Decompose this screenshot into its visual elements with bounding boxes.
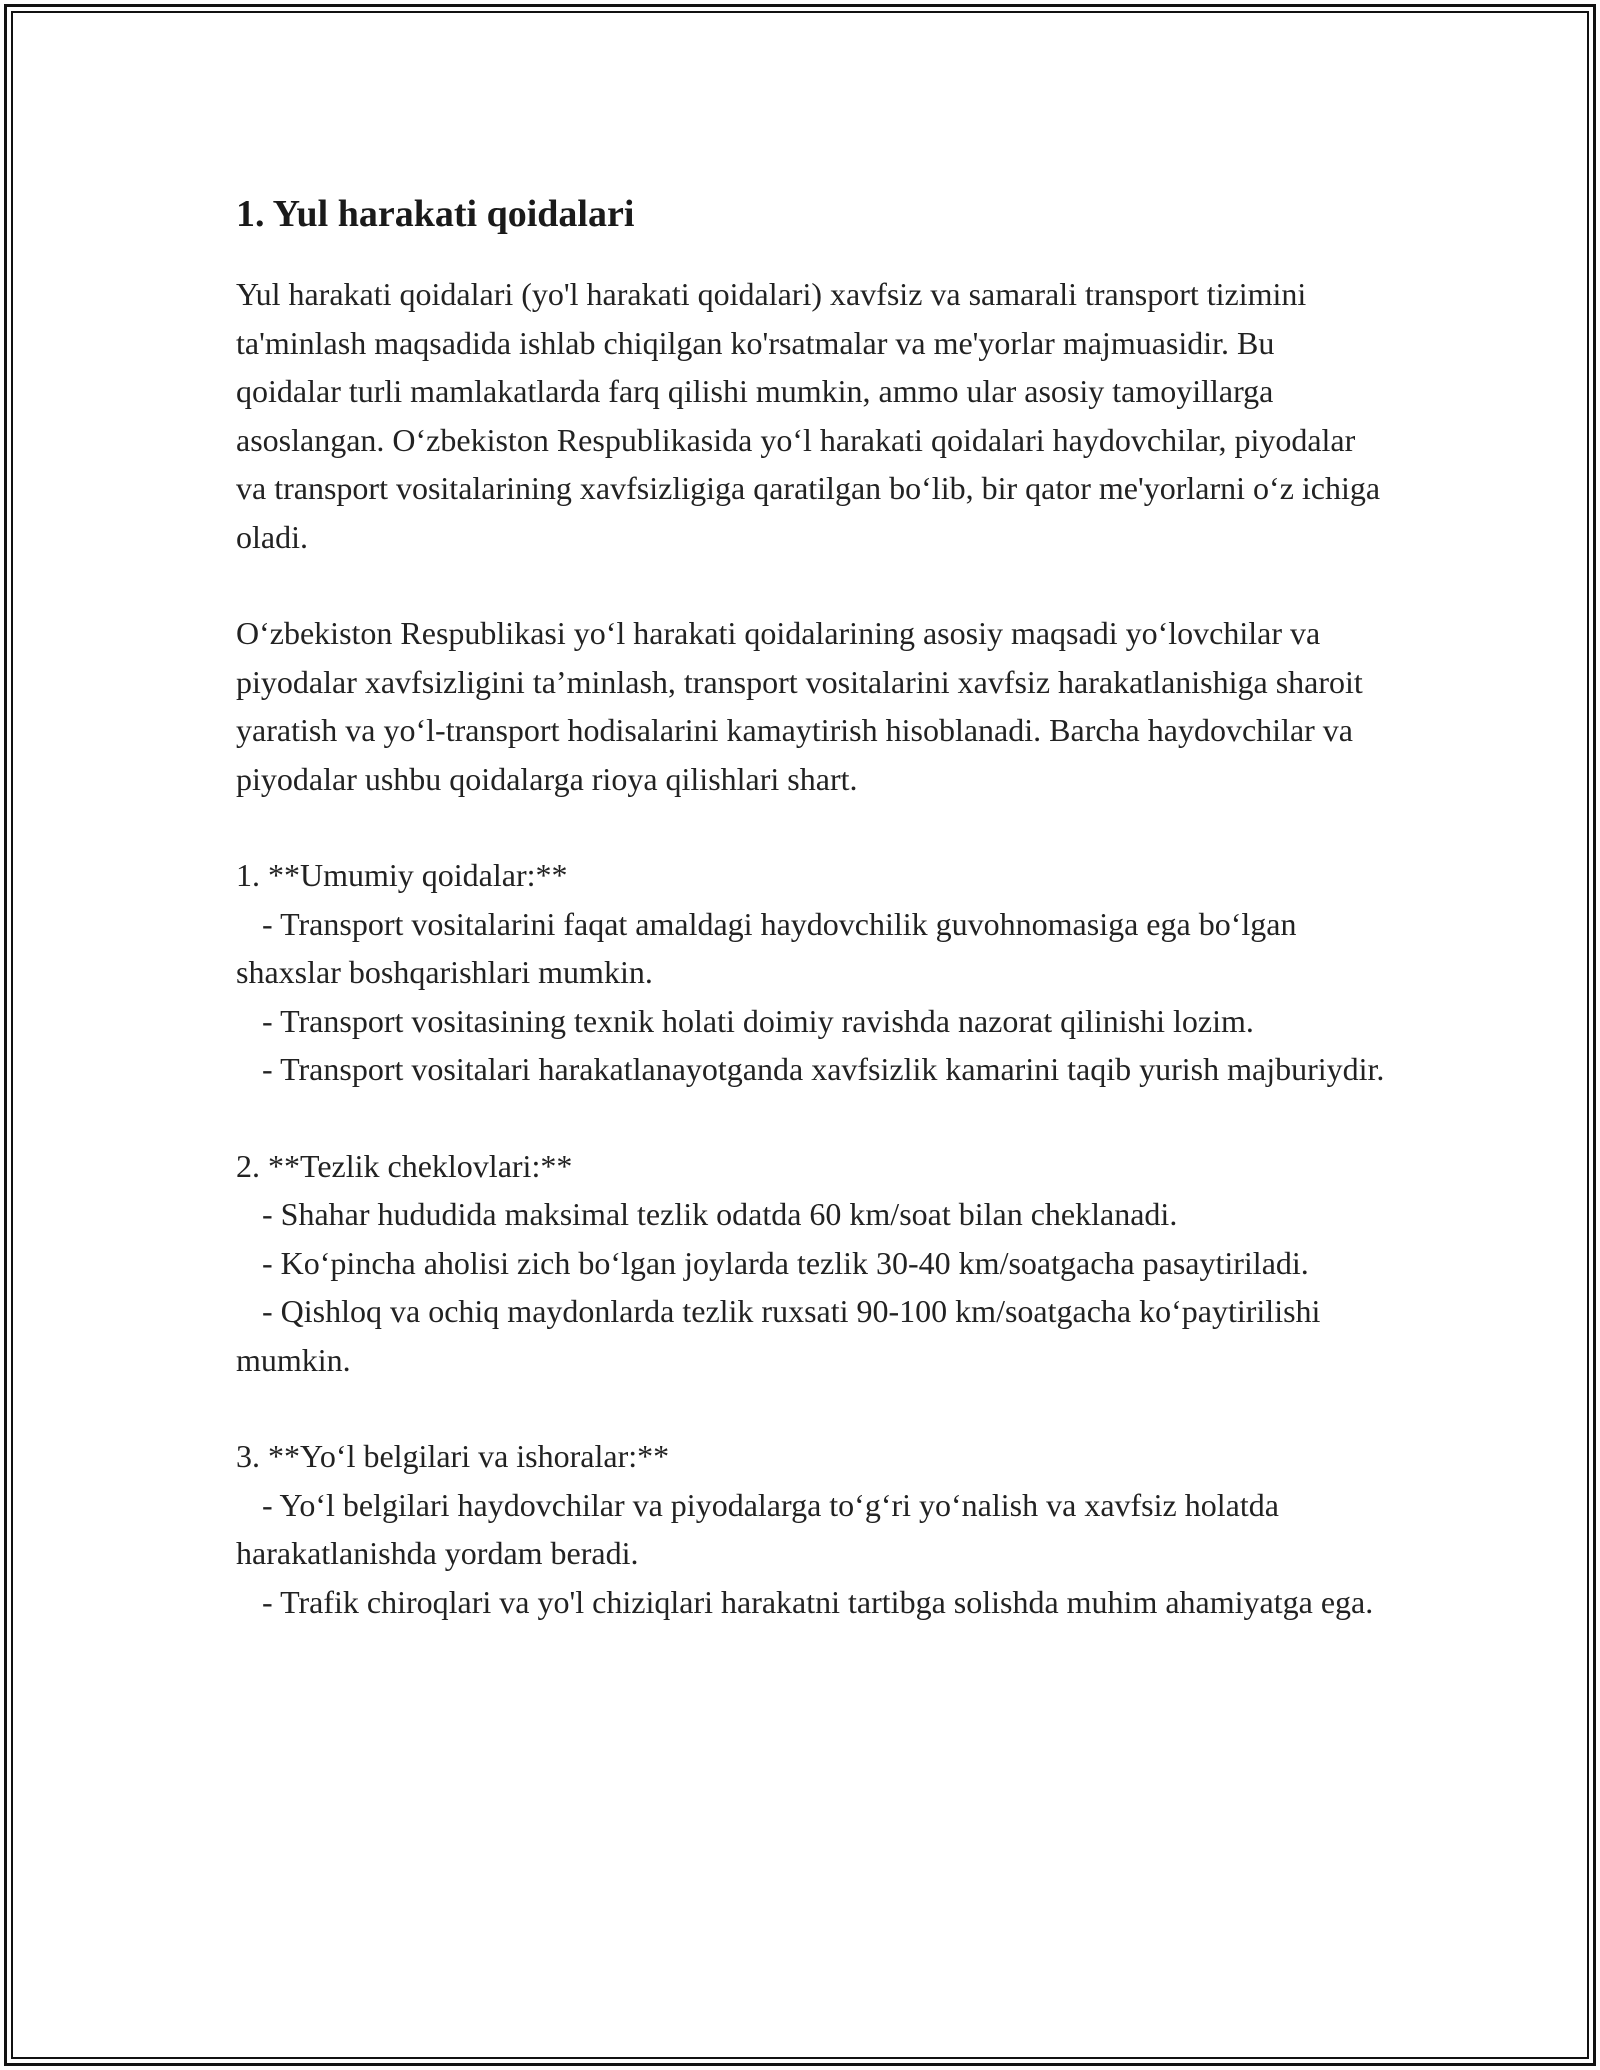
section-speed-limits xyxy=(236,1142,1386,1385)
list-item: - Ko‘pincha aholisi zich bo‘lgan joylarda tezlik 30-40 km/soatgacha pasaytiriladi. xyxy=(262,1244,1309,1281)
list-item: - Transport vositasining texnik holati doimiy ravishda nazorat qilinishi lozim. xyxy=(262,1002,1254,1039)
document-title: 1. Yul harakati qoidalari xyxy=(236,193,635,235)
section-road-signs xyxy=(236,1432,1386,1626)
purpose-paragraph: O‘zbekiston Respublikasi yo‘l harakati qoidalarining asosiy maqsadi yo‘lovchilar va piyodalar xavfsizligini ta’minlash, transport vositalarini xavfsiz harakatlanishiga sharoit yaratish va yo‘l-transport hodisalarini kamaytirish hisoblanadi. Barcha haydovchilar va piyodalar ushbu qoidalarga rioya qilishlari shart. xyxy=(236,615,1363,797)
list-item: - Transport vositalarini faqat amaldagi haydovchilik guvohnomasiga ega bo‘lgan shaxslar boshqarishlari mumkin. xyxy=(236,905,1297,990)
intro-paragraph: Yul harakati qoidalari (yo'l harakati qoidalari) xavfsiz va samarali transport tizimini ta'minlash maqsadida ishlab chiqilgan ko'rsatmalar va me'yorlar majmuasidir. Bu qoidalar turli mamlakatlarda farq qilishi mumkin, ammo ular asosiy tamoyillarga asoslangan. O‘zbekiston Respublikasida yo‘l harakati qoidalari haydovchilar, piyodalar va transport vositalarining xavfsizligiga qaratilgan bo‘lib, bir qator me'yorlarni o‘z ichiga oladi. xyxy=(236,276,1381,555)
list-item: - Shahar hududida maksimal tezlik odatda 60 km/soat bilan cheklanadi. xyxy=(262,1196,1178,1232)
document-body xyxy=(236,186,1386,1674)
list-item: - Trafik chiroqlari va yo'l chiziqlari harakatni tartibga solishda muhim ahamiyatga ega. xyxy=(262,1583,1374,1620)
section-general-rules xyxy=(236,851,1386,1094)
list-item: - Qishloq va ochiq maydonlarda tezlik ruxsati 90-100 km/soatgacha ko‘paytirilishi mumkin. xyxy=(236,1293,1321,1378)
list-item: - Yo‘l belgilari haydovchilar va piyodalarga to‘g‘ri yo‘nalish va xavfsiz holatda harakatlanishda yordam beradi. xyxy=(236,1486,1279,1571)
section-heading: 1. **Umumiy qoidalar:** xyxy=(236,857,568,893)
list-item: - Transport vositalari harakatlanayotganda xavfsizlik kamarini taqib yurish majburiydir. xyxy=(262,1051,1385,1087)
section-heading: 3. **Yo‘l belgilari va ishoralar:** xyxy=(236,1438,670,1474)
section-heading: 2. **Tezlik cheklovlari:** xyxy=(236,1147,573,1184)
